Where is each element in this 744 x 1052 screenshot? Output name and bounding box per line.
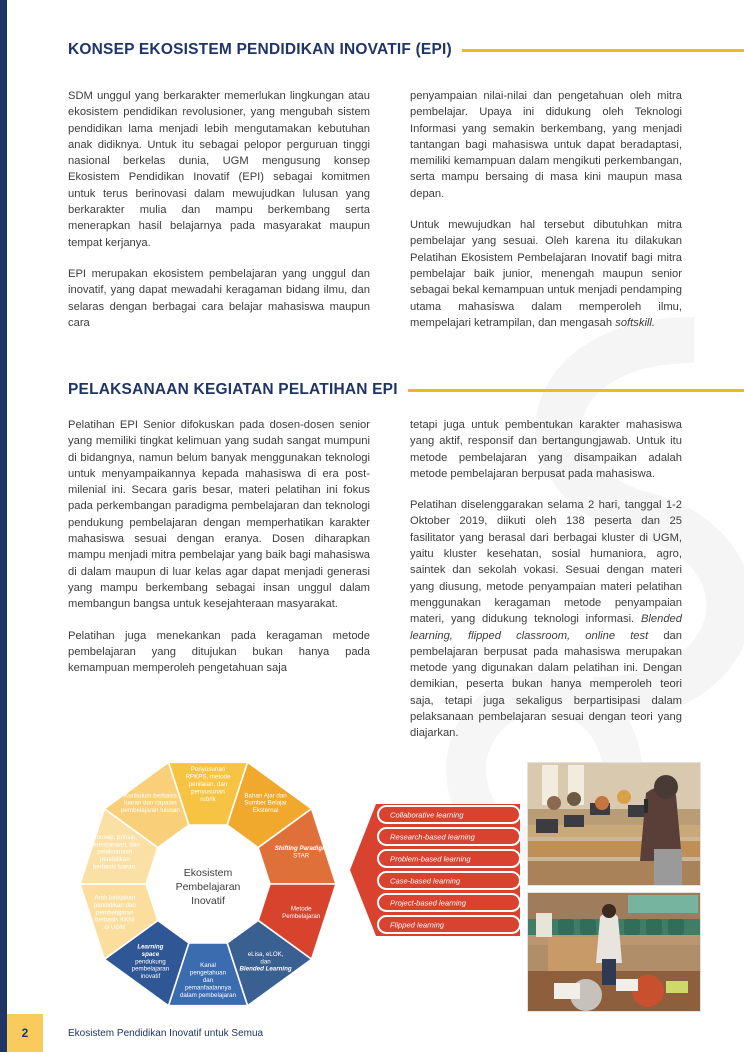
svg-text:luaran dan capaian: luaran dan capaian — [124, 799, 177, 807]
section-heading-pelaksanaan — [68, 381, 744, 399]
svg-text:Metode: Metode — [290, 905, 312, 913]
svg-text:pendidikan dan: pendidikan dan — [93, 901, 136, 909]
svg-text:Blended Learning: Blended Learning — [239, 965, 292, 973]
svg-text:Kurikulum berbasis: Kurikulum berbasis — [124, 792, 177, 800]
svg-text:Eksternal: Eksternal — [252, 807, 279, 815]
svg-text:RPKPS, metode: RPKPS, metode — [185, 773, 231, 781]
paragraph: penyampaian nilai-nilai dan pengetahuan oleh mitra pembelajar. Upaya ini didukung oleh Teknologi Informasi yang semakin berkembang, yang menjadi tantangan bagi mahasiswa untuk dapat beradaptasi, memiliki kemampuan dalam mengikuti perkembangan, serta mampu bersaing di masa kini maupun masa depan. — [410, 90, 682, 200]
svg-text:Arah kebijakan: Arah kebijakan — [94, 894, 136, 902]
paragraph: SDM unggul yang berkarakter memerlukan lingkungan atau ekosistem pendidikan revolusioner, yang mengubah sistem pendidikan lama menjadi lebih mengutamakan kebutuhan anak didiknya. Untuk itu sebagai pelopor perguruan tinggi nasional berkelas dunia, UGM mengusung konsep Ekosistem Pendidikan Inovatif (EPI) sebagai komitmen untuk terus berinovasi dalam mewujudkan lulusan yang berkarakter mulia dan mampu berkembang serta menerapkan hasil belajarnya pada masyarakat maupun tempat kerjanya. — [68, 90, 370, 249]
svg-text:pembelajaran: pembelajaran — [96, 909, 134, 917]
svg-text:pembelajaran: pembelajaran — [131, 965, 170, 973]
footer-page-badge — [7, 1014, 43, 1052]
svg-text:penilaian, dan: penilaian, dan — [188, 781, 228, 788]
method-pill-label: Case-based learning — [390, 876, 461, 886]
svg-text:STAR: STAR — [293, 852, 310, 860]
photo-gallery — [527, 762, 699, 1012]
section-1-right-column — [410, 88, 682, 331]
page-footer — [0, 1014, 744, 1052]
photo-lecture-hall — [527, 892, 701, 1012]
ekosistem-pembelajaran-diagram — [60, 752, 360, 1017]
section-1-left-column — [68, 88, 370, 331]
section-2-right-column — [410, 417, 682, 742]
paragraph: Pelatihan EPI Senior difokuskan pada dosen-dosen senior yang memiliki tingkat kelimuan yang sudah sangat mumpuni di bidangnya, namun belum banyak menggunakan teknologi untuk menyampaikannya kepada mahasiswa di era post-milenial ini. Secara garis besar, materi pelatihan ini fokus pada perkembangan paradigma pembelajaran dan teknologi pendukung pembelajaran dengan memperhatikan karakter mahasiswa sesuai dengan eranya. Dosen diharapkan mampu menjadi mitra pembelajar yang baik bagi mahasiswa di dalam maupun di luar kelas agar dapat menjadi generasi yang mampu berkembang sebagai insan unggul dalam membangun bangsa untuk kesejahteraan masyarakat. — [68, 419, 370, 611]
method-pill-label: Project-based learning — [390, 898, 466, 908]
svg-text:Penyusunan: Penyusunan — [190, 766, 226, 774]
left-spine-bar — [0, 0, 7, 1052]
method-pill-label: Research-based learning — [390, 832, 475, 842]
section-1-title: KONSEP EKOSISTEM PENDIDIKAN INOVATIF (EPI) — [68, 41, 452, 58]
svg-text:eLisa, eLOK,: eLisa, eLOK, — [247, 950, 284, 958]
svg-text:Kanal: Kanal — [200, 962, 216, 970]
svg-text:inovatif: inovatif — [140, 973, 161, 981]
svg-text:space: space — [141, 950, 160, 958]
svg-text:Learning: Learning — [137, 943, 164, 951]
paragraph-text-part1: Pelatihan diselenggarakan selama 2 hari, tanggal 1-2 Oktober 2019, diikuti oleh 138 peserta dan 25 fasilitator yang berasal dari berbagai kluster di UGM, yaitu kluster kesehatan, sosial humaniora, agro, saintek dan sekolah vokasi. Sesuai dengan materi yang diusung, metode penyampaian materi pelatihan menggunakan keragaman metode penyampaian materi, yang didukung teknologi informasi. — [410, 499, 682, 626]
svg-text:dalam pembelajaran: dalam pembelajaran — [179, 991, 237, 999]
paragraph: tetapi juga untuk pembentukan karakter mahasiswa yang aktif, responsif dan bertangungjawab. Untuk itu metode pembelajaran yang disampaikan adalah metode pembelajaran berpusat pada mahasiswa. — [410, 419, 682, 480]
methods-italic: Blended learning, flipped classroom, online test — [410, 613, 682, 642]
svg-text:pendukung: pendukung — [135, 958, 166, 966]
section-2-title: PELAKSANAAN KEGIATAN PELATIHAN EPI — [68, 381, 398, 398]
paragraph-rich — [410, 497, 682, 741]
footer-caption: Ekosistem Pendidikan Inovatif untuk Semua — [68, 1027, 264, 1039]
svg-text:pemanfaatannya: pemanfaatannya — [184, 984, 232, 992]
learning-methods-arrow — [348, 798, 520, 942]
svg-text:rubrik: rubrik — [200, 795, 216, 803]
svg-text:dan: dan — [260, 958, 271, 966]
svg-text:pendidikan: pendidikan — [99, 856, 130, 864]
method-pill-label: Flipped learning — [390, 920, 445, 930]
svg-text:di UGM: di UGM — [104, 924, 126, 932]
svg-text:Shifting Paradigm: Shifting Paradigm — [274, 845, 328, 852]
svg-text:pelaksanaan: pelaksanaan — [97, 848, 133, 856]
svg-text:pengetahuan: pengetahuan — [189, 969, 227, 977]
method-pill-label: Problem-based learning — [390, 854, 471, 864]
paragraph — [410, 217, 682, 331]
svg-text:berbasis KKNI: berbasis KKNI — [95, 916, 135, 924]
svg-text:pembelajaran lulusan: pembelajaran lulusan — [120, 807, 180, 815]
svg-text:berbasis luaran.: berbasis luaran. — [92, 863, 137, 871]
page-number: 2 — [21, 1026, 29, 1040]
wheel-center-line: Ekosistem — [183, 867, 233, 879]
section-2-rule — [408, 389, 744, 392]
wheel-label-kurikulum-berbasis — [121, 792, 180, 814]
svg-text:dan: dan — [202, 977, 214, 984]
photo-speaker-classroom — [527, 762, 701, 886]
svg-text:Sumber Belajar: Sumber Belajar — [244, 799, 287, 807]
svg-text:penyusunan: penyusunan — [191, 788, 225, 796]
method-pill-label: Collaborative learning — [390, 810, 464, 820]
paragraph-text: Untuk mewujudkan hal tersebut dibutuhkan mitra pembelajar yang sesuai. Oleh karena itu dilakukan Pelatihan Ekosistem Pembelajaran Inovatif bagi mitra pembelajar baik junior, menengah maupun senior sebagai bekal kemampuan untuk menjadi pendamping utama mahasiswa dalam memperoleh ilmu, mempelajari ketrampilan, dan mengasah — [410, 219, 682, 329]
svg-text:perencanaan, dan: perencanaan, dan — [89, 841, 140, 849]
svg-text:Pembelajaran: Pembelajaran — [282, 913, 321, 920]
paragraph: EPI merupakan ekosistem pembelajaran yang unggul dan inovatif, yang dapat mewadahi keragaman bidang ilmu, dan selaras dengan berbagai cara belajar mahasiswa maupun cara — [68, 267, 370, 329]
section-heading-konsep — [68, 41, 744, 59]
wheel-center-line: Pembelajaran — [175, 881, 241, 893]
svg-text:Konsep, prinsip,: Konsep, prinsip, — [92, 833, 137, 841]
section-2-left-column — [68, 417, 370, 676]
footer-navy-bar — [0, 1014, 7, 1052]
softskill-italic: softskill. — [615, 316, 656, 329]
paragraph-text-part2: dan pembelajaran berpusat pada mahasiswa merupakan metode yang digunakan dalam pelatihan ini. Dengan demikian, peserta bukan hanya memperoleh teori saja, tetapi juga sekaligus berpartisipasi dalam pelaksanaan pembelajaran sesuai dengan teori yang diajarkan. — [410, 629, 682, 740]
section-1-rule — [462, 49, 744, 52]
wheel-center-line: Inovatif — [191, 895, 225, 907]
paragraph: Pelatihan juga menekankan pada keragaman metode pembelajaran yang ditujukan bukan hanya pada kemampuan memperoleh pengetahuan saja — [68, 629, 370, 675]
svg-text:Bahan Ajar dan: Bahan Ajar dan — [244, 792, 287, 800]
